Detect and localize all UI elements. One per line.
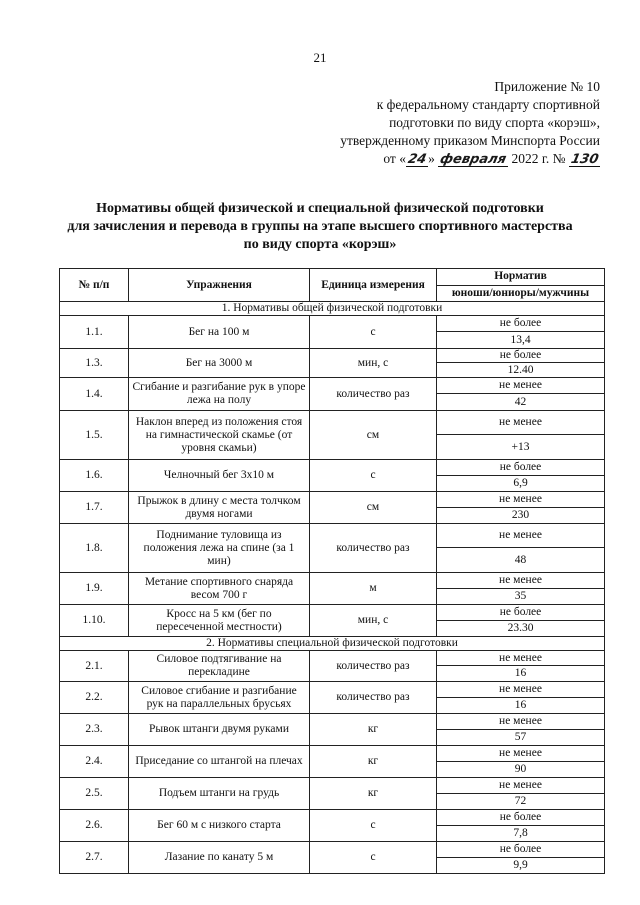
norm-condition: не менее [437, 714, 605, 730]
unit-cell: с [310, 316, 437, 349]
unit-cell: см [310, 492, 437, 524]
row-number: 1.1. [60, 316, 129, 349]
row-number: 1.10. [60, 605, 129, 637]
norm-condition: не менее [437, 573, 605, 589]
unit-cell: кг [310, 714, 437, 746]
row-number: 2.1. [60, 651, 129, 682]
document-title [40, 200, 600, 254]
row-number: 1.8. [60, 524, 129, 573]
norm-value: 42 [437, 394, 605, 411]
row-number: 1.6. [60, 460, 129, 492]
table-row [60, 349, 605, 363]
date-year: 2022 г. № [511, 151, 566, 166]
appendix-line: к федеральному стандарту спортивной [376, 97, 600, 112]
row-number: 1.4. [60, 378, 129, 411]
section-title: 1. Нормативы общей физической подготовки [60, 302, 605, 316]
exercise-name: Поднимание туловища из положения лежа на спине (за 1 мин) [129, 524, 310, 573]
table-row [60, 810, 605, 826]
norm-condition: не менее [437, 778, 605, 794]
page-number: 21 [313, 50, 327, 65]
section-title: 2. Нормативы специальной физической подготовки [60, 637, 605, 651]
norm-condition: не менее [437, 378, 605, 394]
norm-value: 16 [437, 666, 605, 682]
row-number: 2.4. [60, 746, 129, 778]
unit-cell: с [310, 842, 437, 874]
header-norm-sub: юноши/юниоры/мужчины [437, 285, 605, 302]
order-number-handwritten: 130 [569, 152, 600, 167]
row-number: 1.3. [60, 349, 129, 378]
exercise-name: Бег 60 м с низкого старта [129, 810, 310, 842]
table-row [60, 411, 605, 435]
section-header-row [60, 302, 605, 316]
table-row [60, 682, 605, 698]
row-number: 2.6. [60, 810, 129, 842]
norm-condition: не менее [437, 746, 605, 762]
table-body [60, 302, 605, 874]
row-number: 2.2. [60, 682, 129, 714]
norm-condition: не более [437, 316, 605, 332]
order-date-line [300, 150, 600, 169]
exercise-name: Наклон вперед из положения стоя на гимнастической скамье (от уровня скамьи) [129, 411, 310, 460]
unit-cell: с [310, 460, 437, 492]
table-row [60, 573, 605, 589]
norm-value: 12.40 [437, 363, 605, 378]
table-row [60, 460, 605, 476]
norm-value: 7,8 [437, 826, 605, 842]
row-number: 1.5. [60, 411, 129, 460]
norm-condition: не менее [437, 411, 605, 435]
unit-cell: количество раз [310, 378, 437, 411]
exercise-name: Сгибание и разгибание рук в упоре лежа на полу [129, 378, 310, 411]
norm-condition: не более [437, 810, 605, 826]
section-header-row [60, 637, 605, 651]
norm-value: 23.30 [437, 621, 605, 637]
norms-table [59, 268, 605, 874]
unit-cell: количество раз [310, 682, 437, 714]
exercise-name: Рывок штанги двумя руками [129, 714, 310, 746]
table-row [60, 316, 605, 332]
norm-condition: не менее [437, 492, 605, 508]
title-line: для зачисления и перевода в группы на этапе высшего спортивного мастерства [67, 219, 573, 234]
unit-cell: мин, с [310, 349, 437, 378]
appendix-line: утвержденному приказом Минспорта России [340, 133, 600, 148]
row-number: 2.3. [60, 714, 129, 746]
table-row [60, 605, 605, 621]
norm-value: 57 [437, 730, 605, 746]
date-mid: » [428, 151, 435, 166]
exercise-name: Лазание по канату 5 м [129, 842, 310, 874]
title-line: по виду спорта «корэш» [243, 237, 397, 252]
exercise-name: Челночный бег 3x10 м [129, 460, 310, 492]
date-month-handwritten: февраля [438, 152, 508, 167]
exercise-name: Бег на 100 м [129, 316, 310, 349]
norm-value: 16 [437, 698, 605, 714]
unit-cell: кг [310, 778, 437, 810]
row-number: 1.9. [60, 573, 129, 605]
unit-cell: см [310, 411, 437, 460]
norm-condition: не менее [437, 651, 605, 666]
exercise-name: Приседание со штангой на плечах [129, 746, 310, 778]
table-row [60, 842, 605, 858]
unit-cell: кг [310, 746, 437, 778]
norm-condition: не менее [437, 682, 605, 698]
norm-value: 35 [437, 589, 605, 605]
table-row [60, 778, 605, 794]
unit-cell: м [310, 573, 437, 605]
header-exercise: Упражнения [129, 269, 310, 302]
norm-value: 6,9 [437, 476, 605, 492]
exercise-name: Силовое сгибание и разгибание рук на параллельных брусьях [129, 682, 310, 714]
row-number: 1.7. [60, 492, 129, 524]
norm-value: +13 [437, 435, 605, 460]
norm-condition: не более [437, 605, 605, 621]
table-row [60, 492, 605, 508]
header-norm: Норматив [437, 269, 605, 286]
appendix-title: Приложение № 10 [494, 79, 600, 94]
appendix-block [300, 78, 600, 169]
norm-value: 72 [437, 794, 605, 810]
table-row [60, 378, 605, 394]
unit-cell: количество раз [310, 524, 437, 573]
norm-condition: не более [437, 460, 605, 476]
title-line: Нормативы общей физической и специальной физической подготовки [96, 201, 544, 216]
norm-value: 230 [437, 508, 605, 524]
header-unit: Единица измерения [310, 269, 437, 302]
norm-value: 48 [437, 548, 605, 573]
exercise-name: Бег на 3000 м [129, 349, 310, 378]
exercise-name: Метание спортивного снаряда весом 700 г [129, 573, 310, 605]
norm-value: 13,4 [437, 332, 605, 349]
norm-condition: не менее [437, 524, 605, 548]
table-row [60, 524, 605, 548]
norm-condition: не более [437, 842, 605, 858]
exercise-name: Подъем штанги на грудь [129, 778, 310, 810]
norm-condition: не более [437, 349, 605, 363]
table-row [60, 714, 605, 730]
table-row [60, 651, 605, 666]
norm-value: 90 [437, 762, 605, 778]
table-row [60, 746, 605, 762]
unit-cell: мин, с [310, 605, 437, 637]
exercise-name: Кросс на 5 км (бег по пересеченной местности) [129, 605, 310, 637]
appendix-line: подготовки по виду спорта «корэш», [389, 115, 600, 130]
norm-value: 9,9 [437, 858, 605, 874]
exercise-name: Прыжок в длину с места толчком двумя ногами [129, 492, 310, 524]
unit-cell: с [310, 810, 437, 842]
row-number: 2.7. [60, 842, 129, 874]
date-prefix: от « [383, 151, 406, 166]
header-num: № п/п [60, 269, 129, 302]
unit-cell: количество раз [310, 651, 437, 682]
date-day-handwritten: 24 [406, 152, 428, 167]
row-number: 2.5. [60, 778, 129, 810]
exercise-name: Силовое подтягивание на перекладине [129, 651, 310, 682]
